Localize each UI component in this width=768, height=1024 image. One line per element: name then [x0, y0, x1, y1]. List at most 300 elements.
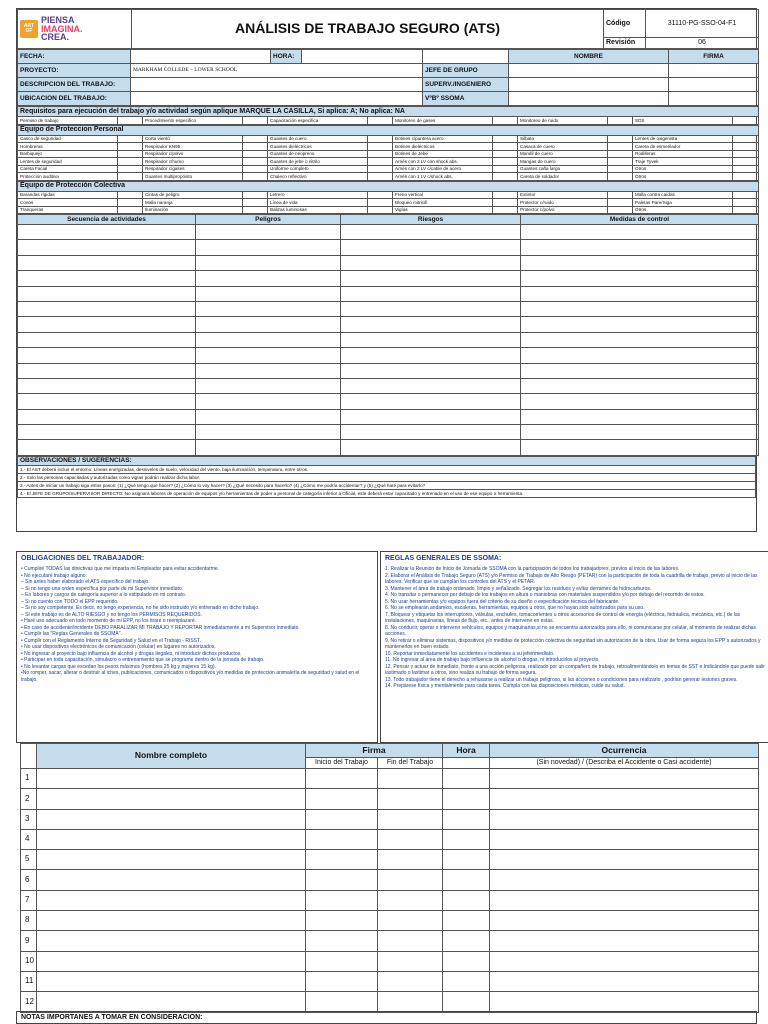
- activity-row: [18, 225, 759, 240]
- secuencia-cell[interactable]: [18, 225, 196, 240]
- secuencia-cell[interactable]: [18, 240, 196, 255]
- personnel-row: [21, 789, 759, 809]
- req-checkbox[interactable]: [243, 117, 268, 125]
- requisitos-title: Requisitos para ejecución del trabajo y/o actividad según aplique MARQUE LA CASILLA, Si aplica: A; No aplica: NA: [18, 107, 759, 117]
- epp-item: Careta de esmerilador: [633, 143, 733, 151]
- fin-cell[interactable]: [378, 951, 443, 971]
- secuencia-cell[interactable]: [18, 348, 196, 363]
- riesgos-cell[interactable]: [341, 409, 521, 424]
- observacion-item: 3.- Antes de iniciar un trabajo siga estos pasos: (1) ¿Qué tengo que hacer? (2) ¿Cómo lo voy hacer? (3) ¿Qué necesito para hacerlo? (4) ¿Cómo me podría accidentar? y (5) ¿Qué haré para evitarlo?: [18, 481, 756, 489]
- riesgos-cell[interactable]: [341, 225, 521, 240]
- reglas-line: 12. Pensar y actuar de inmediato, frente a una acción peligrosa, realizado por un compañero de trabajo, retroalimentándolo en temas de SST e Indicándole que puede salir lastimado o lastimar a otros, sino realiza su trabajo de forma segura.: [385, 663, 765, 676]
- superv-firma-field[interactable]: [669, 78, 759, 92]
- obligaciones-line: – Si no cuento con TODO el EPP requerido.: [21, 598, 119, 605]
- ocurrencia-cell[interactable]: [490, 769, 759, 789]
- epp-checkbox[interactable]: [733, 173, 759, 181]
- riesgos-cell[interactable]: [341, 255, 521, 270]
- epp-checkbox[interactable]: [493, 158, 518, 166]
- obligaciones-list: [21, 566, 373, 683]
- inicio-cell[interactable]: [306, 992, 378, 1012]
- epp-checkbox[interactable]: [493, 143, 518, 151]
- req-checkbox[interactable]: [608, 117, 633, 125]
- epp-checkbox[interactable]: [493, 135, 518, 143]
- epc-checkbox[interactable]: [608, 199, 633, 207]
- epp-item: Casaca de cuero: [518, 143, 608, 151]
- activity-row: [18, 363, 759, 378]
- personnel-row: [21, 911, 759, 931]
- personnel-row: [21, 769, 759, 789]
- hora-field[interactable]: [302, 50, 423, 64]
- epp-checkbox[interactable]: [118, 165, 143, 173]
- req-checkbox[interactable]: [118, 117, 143, 125]
- ocurrencia-cell[interactable]: [490, 870, 759, 890]
- hora-cell[interactable]: [443, 870, 490, 890]
- ocurrencia-cell[interactable]: [490, 890, 759, 910]
- peligros-cell[interactable]: [196, 409, 341, 424]
- nombre-cell[interactable]: [37, 789, 306, 809]
- peligros-cell[interactable]: [196, 240, 341, 255]
- epc-checkbox[interactable]: [493, 199, 518, 207]
- reglas-box: [380, 551, 768, 743]
- inicio-cell[interactable]: [306, 890, 378, 910]
- fin-cell[interactable]: [378, 809, 443, 829]
- personnel-row: [21, 829, 759, 849]
- req-item: Monitoreo de gases: [393, 117, 493, 125]
- epp-checkbox[interactable]: [733, 165, 759, 173]
- hora-cell[interactable]: [443, 931, 490, 951]
- blank-corner: [21, 744, 37, 769]
- hora-cell[interactable]: [443, 789, 490, 809]
- personnel-row: [21, 850, 759, 870]
- epp-checkbox[interactable]: [608, 165, 633, 173]
- peligros-cell[interactable]: [196, 332, 341, 347]
- nombre-cell[interactable]: [37, 911, 306, 931]
- epp-item: Guantes multipropósito: [143, 173, 243, 181]
- activity-row: [18, 409, 759, 424]
- epc-item: Iluminación: [143, 206, 243, 214]
- medidas-cell[interactable]: [521, 317, 759, 332]
- nombre-cell[interactable]: [37, 870, 306, 890]
- epp-item: Casco de seguridad: [18, 135, 118, 143]
- code-label: Código: [604, 10, 646, 38]
- riesgos-cell[interactable]: [341, 378, 521, 393]
- code-value: 31110-PG-SSO-04-F1: [646, 10, 759, 38]
- peligros-cell[interactable]: [196, 348, 341, 363]
- peligros-cell[interactable]: [196, 425, 341, 440]
- vb-firma-field[interactable]: [669, 92, 759, 106]
- ocurrencia-cell[interactable]: [490, 992, 759, 1012]
- peligros-cell[interactable]: [196, 317, 341, 332]
- epc-checkbox[interactable]: [733, 199, 759, 207]
- epp-checkbox[interactable]: [243, 135, 268, 143]
- epc-item: Protector c/polvo: [518, 206, 608, 214]
- epc-table: [17, 181, 759, 215]
- medidas-cell[interactable]: [521, 240, 759, 255]
- fin-cell[interactable]: [378, 769, 443, 789]
- epc-item: Tranqueras: [18, 206, 118, 214]
- nombre-cell[interactable]: [37, 890, 306, 910]
- epp-checkbox[interactable]: [608, 173, 633, 181]
- general-info-table: [17, 49, 759, 106]
- secuencia-cell[interactable]: [18, 425, 196, 440]
- epc-item: Extintor: [518, 191, 608, 199]
- epp-item: Botines c/puntera acero: [393, 135, 493, 143]
- activity-row: [18, 240, 759, 255]
- epp-checkbox[interactable]: [118, 143, 143, 151]
- inicio-cell[interactable]: [306, 850, 378, 870]
- inicio-cell[interactable]: [306, 951, 378, 971]
- personnel-table: [20, 743, 759, 1013]
- logo-text: PIENSA IMAGINA. CREA.: [41, 15, 83, 43]
- epc-checkbox[interactable]: [733, 191, 759, 199]
- ocurrencia-cell[interactable]: [490, 850, 759, 870]
- hora-cell[interactable]: [443, 951, 490, 971]
- descripcion-field[interactable]: [131, 78, 423, 92]
- req-checkbox[interactable]: [733, 117, 759, 125]
- jefe-nombre-field[interactable]: [509, 64, 669, 78]
- epp-item: Hombreras: [18, 143, 118, 151]
- logo-mark: ART OF: [20, 20, 38, 38]
- epp-item: Respirador c/humo: [143, 158, 243, 166]
- epc-checkbox[interactable]: [118, 199, 143, 207]
- fin-cell[interactable]: [378, 992, 443, 1012]
- inicio-cell[interactable]: [306, 870, 378, 890]
- epc-checkbox[interactable]: [608, 206, 633, 214]
- reglas-line: 9. No retirar o eliminar sistemas, dispositivos y/o medidas de protección colectiva de seguridad sin autorización de la obra. Usar de forma segura los EPP´s autorizados y mantenerlos en buen estado.: [385, 637, 761, 650]
- notes-title: NOTAS IMPORTANES A TOMAR EN CONSIDERACION:: [16, 1011, 757, 1024]
- nombre-cell[interactable]: [37, 809, 306, 829]
- secuencia-cell[interactable]: [18, 301, 196, 316]
- epp-checkbox[interactable]: [243, 173, 268, 181]
- epc-checkbox[interactable]: [608, 191, 633, 199]
- obligaciones-line: • Cumplir con el Reglamento Interno de Seguridad y Salud en el Trabajo - RISST.: [21, 637, 201, 644]
- nombre-cell[interactable]: [37, 971, 306, 991]
- inicio-cell[interactable]: [306, 789, 378, 809]
- nombre-cell[interactable]: [37, 829, 306, 849]
- riesgos-cell[interactable]: [341, 363, 521, 378]
- medidas-cell[interactable]: [521, 225, 759, 240]
- secuencia-cell[interactable]: [18, 271, 196, 286]
- obligaciones-line: • Cumpliré TODAS las directivas que me imparta mi Empleador para evitar accidentarme.: [21, 566, 220, 572]
- hora-label: HORA:: [271, 50, 302, 64]
- epp-checkbox[interactable]: [733, 143, 759, 151]
- obligaciones-line: • Haré uso adecuado en todo momento de mi EPP, no los tiraré o reemplazaré.: [21, 618, 197, 624]
- personnel-row: [21, 809, 759, 829]
- personnel-row: [21, 992, 759, 1012]
- requisitos-table: [17, 106, 759, 125]
- fin-cell[interactable]: [378, 850, 443, 870]
- ocurrencia-cell[interactable]: [490, 809, 759, 829]
- col-firma: Firma: [306, 744, 443, 758]
- medidas-cell[interactable]: [521, 394, 759, 409]
- epp-checkbox[interactable]: [493, 150, 518, 158]
- req-checkbox[interactable]: [368, 117, 393, 125]
- medidas-cell[interactable]: [521, 332, 759, 347]
- col-medidas: Medidas de control: [521, 215, 759, 225]
- epp-checkbox[interactable]: [243, 150, 268, 158]
- riesgos-cell[interactable]: [341, 271, 521, 286]
- secuencia-cell[interactable]: [18, 332, 196, 347]
- epc-item: Paletas Pare/Siga: [633, 199, 733, 207]
- col-ocurrencia: Ocurrencia: [490, 744, 759, 758]
- epp-item: Arnés con 2 LV c/cable de acero: [393, 165, 493, 173]
- medidas-cell[interactable]: [521, 378, 759, 393]
- reglas-title: REGLAS GENERALES DE SSOMA:: [385, 555, 502, 562]
- epc-checkbox[interactable]: [243, 199, 268, 207]
- secuencia-cell[interactable]: [18, 286, 196, 301]
- secuencia-cell[interactable]: [18, 394, 196, 409]
- activity-row: [18, 378, 759, 393]
- hora-cell[interactable]: [443, 911, 490, 931]
- epp-item: Guantes de jebe o nitrilo: [268, 158, 368, 166]
- epp-checkbox[interactable]: [368, 143, 393, 151]
- activity-row: [18, 271, 759, 286]
- reglas-line: 8. No conducir, operar o intervenir vehículos, equipos y maquinarias,si no se encuentra autorizados para ello, ni comunicarse por celular, al momento de realizar dichas acciones.: [385, 624, 757, 637]
- nombre-cell[interactable]: [37, 931, 306, 951]
- epp-checkbox[interactable]: [608, 135, 633, 143]
- epp-checkbox[interactable]: [368, 158, 393, 166]
- epc-item: Conos: [18, 199, 118, 207]
- peligros-cell[interactable]: [196, 440, 341, 455]
- ocurrencia-cell[interactable]: [490, 951, 759, 971]
- riesgos-cell[interactable]: [341, 440, 521, 455]
- medidas-cell[interactable]: [521, 409, 759, 424]
- hora-cell[interactable]: [443, 809, 490, 829]
- epp-checkbox[interactable]: [608, 158, 633, 166]
- epp-checkbox[interactable]: [368, 150, 393, 158]
- nombre-cell[interactable]: [37, 992, 306, 1012]
- epc-checkbox[interactable]: [493, 191, 518, 199]
- proyecto-value[interactable]: MARKHAM COLLEDE – LOWER SCHOOL: [131, 64, 423, 78]
- reglas-line: 6. No se emplearán andamios, escaleras, herramientas, equipos u otros, que no hayan sido autorizados para su uso.: [385, 605, 645, 611]
- peligros-cell[interactable]: [196, 225, 341, 240]
- epp-checkbox[interactable]: [733, 158, 759, 166]
- medidas-cell[interactable]: [521, 271, 759, 286]
- secuencia-cell[interactable]: [18, 317, 196, 332]
- row-number: 3: [21, 809, 37, 829]
- epp-item: Botines dieléctricos: [393, 143, 493, 151]
- personnel-row: [21, 971, 759, 991]
- epc-checkbox[interactable]: [243, 206, 268, 214]
- proyecto-label: PROYECTO:: [18, 64, 131, 78]
- epp-row: [18, 135, 759, 143]
- epp-checkbox[interactable]: [118, 173, 143, 181]
- peligros-cell[interactable]: [196, 286, 341, 301]
- ocurrencia-cell[interactable]: [490, 911, 759, 931]
- inicio-cell[interactable]: [306, 911, 378, 931]
- fin-cell[interactable]: [378, 931, 443, 951]
- epp-row: [18, 143, 759, 151]
- riesgos-cell[interactable]: [341, 394, 521, 409]
- epp-checkbox[interactable]: [733, 135, 759, 143]
- epc-checkbox[interactable]: [733, 206, 759, 214]
- epp-checkbox[interactable]: [243, 158, 268, 166]
- inicio-cell[interactable]: [306, 829, 378, 849]
- inicio-cell[interactable]: [306, 931, 378, 951]
- riesgos-cell[interactable]: [341, 286, 521, 301]
- epp-checkbox[interactable]: [368, 135, 393, 143]
- medidas-cell[interactable]: [521, 425, 759, 440]
- fin-cell[interactable]: [378, 870, 443, 890]
- row-number: 10: [21, 951, 37, 971]
- nombre-cell[interactable]: [37, 850, 306, 870]
- row-number: 1: [21, 769, 37, 789]
- fecha-field[interactable]: [131, 50, 271, 64]
- row-number: 4: [21, 829, 37, 849]
- epp-checkbox[interactable]: [243, 165, 268, 173]
- epp-item: Guantes de neopreno: [268, 150, 368, 158]
- descripcion-label: DESCRIPCION DEL TRABAJO:: [18, 78, 131, 92]
- medidas-cell[interactable]: [521, 286, 759, 301]
- epp-checkbox[interactable]: [733, 150, 759, 158]
- hora-cell[interactable]: [443, 829, 490, 849]
- epp-item: Careta de soldador: [518, 173, 608, 181]
- obligaciones-line: – Sin antes haber elaborado el ATS específico del trabajo.: [21, 579, 150, 585]
- row-number: 6: [21, 870, 37, 890]
- observacion-item: 2.- Solo las personas capacitadas y autorizadas como vigías podrán realizar dicha labor.: [18, 473, 756, 481]
- req-item: Permiso de trabajo: [18, 117, 118, 125]
- req-item: Procedimiento especifico: [143, 117, 243, 125]
- epc-checkbox[interactable]: [493, 206, 518, 214]
- peligros-cell[interactable]: [196, 378, 341, 393]
- superv-label: SUPERV./INGENIERO: [423, 78, 509, 92]
- hora-cell[interactable]: [443, 971, 490, 991]
- epp-checkbox[interactable]: [493, 173, 518, 181]
- riesgos-cell[interactable]: [341, 348, 521, 363]
- superv-nombre-field[interactable]: [509, 78, 669, 92]
- nombre-cell[interactable]: [37, 769, 306, 789]
- epc-item: Protector c/ruido: [518, 199, 608, 207]
- riesgos-cell[interactable]: [341, 317, 521, 332]
- medidas-cell[interactable]: [521, 301, 759, 316]
- riesgos-cell[interactable]: [341, 301, 521, 316]
- obligaciones-line: • Participar en toda capacitación, simulacro o entrenamiento que se programe dentro de la jornada de trabajo.: [21, 657, 265, 663]
- medidas-cell[interactable]: [521, 255, 759, 270]
- epc-row: [18, 191, 759, 199]
- peligros-cell[interactable]: [196, 301, 341, 316]
- epc-checkbox[interactable]: [243, 191, 268, 199]
- epp-row: [18, 150, 759, 158]
- epp-checkbox[interactable]: [608, 150, 633, 158]
- epp-checkbox[interactable]: [243, 143, 268, 151]
- epc-checkbox[interactable]: [118, 191, 143, 199]
- ubicacion-field[interactable]: [131, 92, 423, 106]
- epc-checkbox[interactable]: [368, 191, 393, 199]
- epc-checkbox[interactable]: [368, 199, 393, 207]
- epp-row: [18, 173, 759, 181]
- fin-cell[interactable]: [378, 971, 443, 991]
- epp-item: Corta viento: [143, 135, 243, 143]
- ocurrencia-cell[interactable]: [490, 789, 759, 809]
- hora-cell[interactable]: [443, 992, 490, 1012]
- req-checkbox[interactable]: [493, 117, 518, 125]
- epp-checkbox[interactable]: [493, 165, 518, 173]
- personnel-row: [21, 931, 759, 951]
- row-number: 11: [21, 971, 37, 991]
- ubicacion-label: UBICACION DEL TRABAJO:: [18, 92, 131, 106]
- inicio-cell[interactable]: [306, 809, 378, 829]
- fin-cell[interactable]: [378, 911, 443, 931]
- secuencia-cell[interactable]: [18, 409, 196, 424]
- epc-item: Letrero: [268, 191, 368, 199]
- medidas-cell[interactable]: [521, 440, 759, 455]
- peligros-cell[interactable]: [196, 394, 341, 409]
- epp-item: Traje Tyvek: [633, 158, 733, 166]
- fin-cell[interactable]: [378, 789, 443, 809]
- epp-checkbox[interactable]: [118, 150, 143, 158]
- fecha-label: FECHA:: [18, 50, 131, 64]
- jefe-firma-field[interactable]: [669, 64, 759, 78]
- peligros-cell[interactable]: [196, 255, 341, 270]
- fin-cell[interactable]: [378, 829, 443, 849]
- hora-cell[interactable]: [443, 890, 490, 910]
- epp-item: Respirador c/polvo: [143, 150, 243, 158]
- hora-cell[interactable]: [443, 850, 490, 870]
- epc-checkbox[interactable]: [368, 206, 393, 214]
- obligaciones-line: – Si no tengo una orden específica por parte de mi Supervisor inmediato.: [21, 585, 184, 592]
- inicio-cell[interactable]: [306, 769, 378, 789]
- epp-checkbox[interactable]: [368, 165, 393, 173]
- reglas-line: 3. Mantener el área de trabajo ordenado, limpio y señalizado. Segregar los residuos y evitar derrames de hidrocarburos.: [385, 585, 652, 592]
- req-item: SDS: [633, 117, 733, 125]
- epp-checkbox[interactable]: [118, 158, 143, 166]
- epp-checkbox[interactable]: [118, 135, 143, 143]
- epp-item: Lentes de oxigenista: [633, 135, 733, 143]
- observacion-item: 1.- El AST deberá incluir el entorno: Líneas energizadas, desniveles de suelo, velocidad del viento, baja iluminación, temperatura, entre otros.: [18, 465, 756, 473]
- ocurrencia-cell[interactable]: [490, 829, 759, 849]
- epp-item: Otros: [633, 165, 733, 173]
- activity-row: [18, 317, 759, 332]
- riesgos-cell[interactable]: [341, 332, 521, 347]
- obligaciones-title: OBLIGACIONES DEL TRABAJADOR:: [21, 555, 145, 562]
- epc-item: Línea de vida: [268, 199, 368, 207]
- personnel-row: [21, 870, 759, 890]
- medidas-cell[interactable]: [521, 348, 759, 363]
- logo: [18, 10, 132, 49]
- hora-cell[interactable]: [443, 769, 490, 789]
- epc-checkbox[interactable]: [118, 206, 143, 214]
- vb-nombre-field[interactable]: [509, 92, 669, 106]
- epp-item: Respirador c/gases: [143, 165, 243, 173]
- obligaciones-line: • No usar dispositivos electrónicos de comunicación (celular) en lugares no autorizados.: [21, 644, 216, 650]
- personnel-row: [21, 890, 759, 910]
- medidas-cell[interactable]: [521, 363, 759, 378]
- peligros-cell[interactable]: [196, 363, 341, 378]
- epp-checkbox[interactable]: [368, 173, 393, 181]
- secuencia-cell[interactable]: [18, 378, 196, 393]
- activity-row: [18, 286, 759, 301]
- epc-row: [18, 199, 759, 207]
- sub-fin: Fin del Trabajo: [378, 758, 443, 769]
- row-number: 2: [21, 789, 37, 809]
- secuencia-cell[interactable]: [18, 255, 196, 270]
- col-nombre-completo: Nombre completo: [37, 744, 306, 769]
- ocurrencia-cell[interactable]: [490, 931, 759, 951]
- epp-item: Barbiquejo: [18, 150, 118, 158]
- inicio-cell[interactable]: [306, 971, 378, 991]
- riesgos-cell[interactable]: [341, 425, 521, 440]
- activity-row: [18, 255, 759, 270]
- nombre-cell[interactable]: [37, 951, 306, 971]
- obligaciones-line: •No romper, sacar, alterar o destruir al iches, publicaciones, comunicados o dispositivos y/o medidas de protección animalería de seguridad y salud en el trabajo.: [21, 670, 360, 683]
- riesgos-cell[interactable]: [341, 240, 521, 255]
- epp-checkbox[interactable]: [608, 143, 633, 151]
- secuencia-cell[interactable]: [18, 363, 196, 378]
- secuencia-cell[interactable]: [18, 440, 196, 455]
- fin-cell[interactable]: [378, 890, 443, 910]
- peligros-cell[interactable]: [196, 271, 341, 286]
- ocurrencia-cell[interactable]: [490, 971, 759, 991]
